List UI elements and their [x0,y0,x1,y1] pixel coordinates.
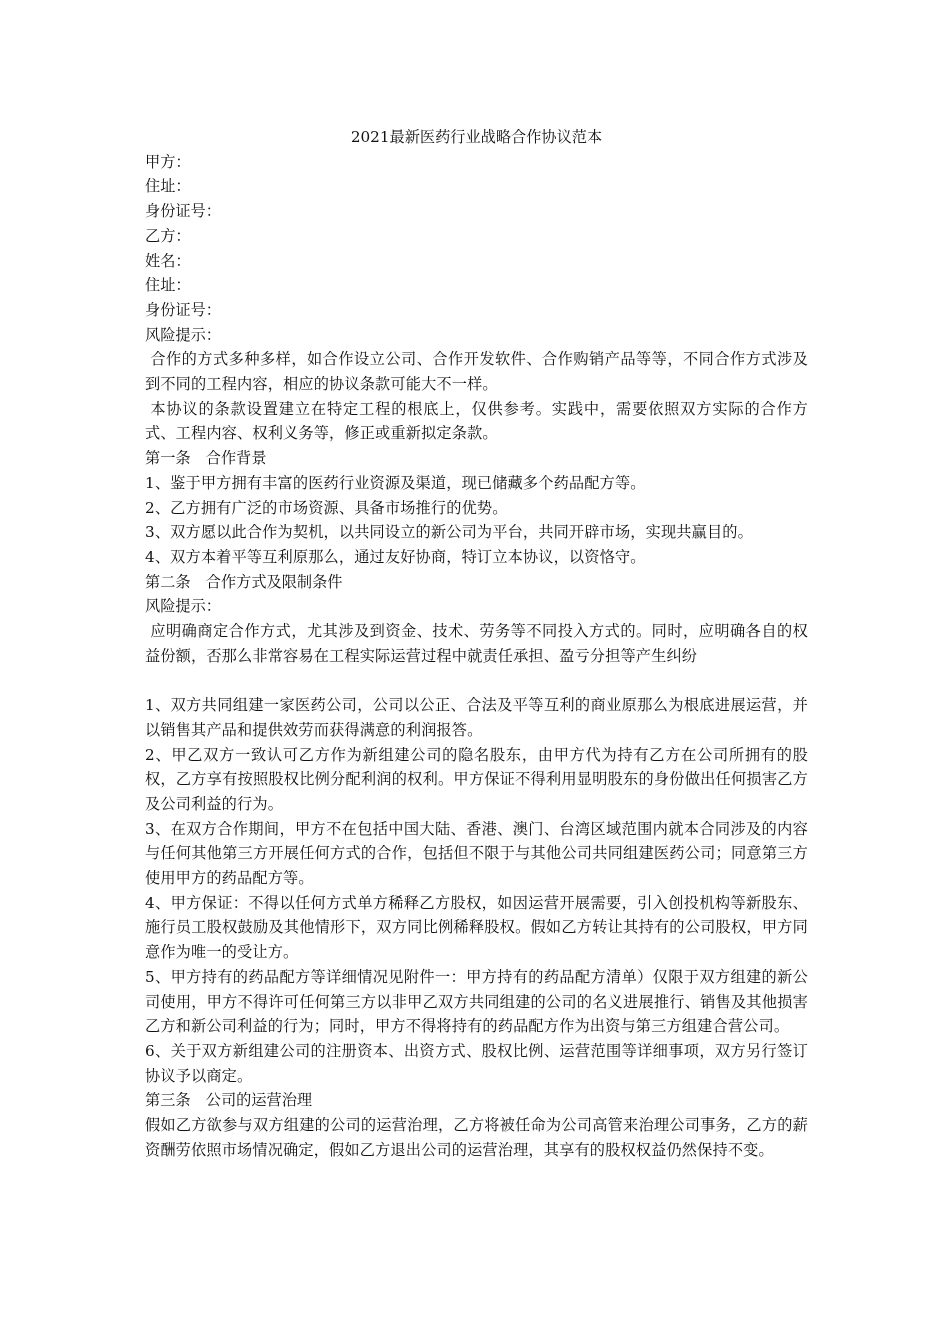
article-item: 1、双方共同组建一家医药公司，公司以公正、合法及平等互利的商业原那么为根底进展运营，并以销售其产品和提供效劳而获得满意的利润报答。 [145,696,808,739]
article-heading: 第二条 合作方式及限制条件 [145,572,343,591]
article-item: 1、鉴于甲方拥有丰富的医药行业资源及渠道，现已储藏多个药品配方等。 [145,473,646,492]
article-item: 3、双方愿以此合作为契机，以共同设立的新公司为平台，共同开辟市场，实现共赢目的。 [145,523,753,542]
party-b-label: 乙方： [145,226,191,245]
article-paragraph: 假如乙方欲参与双方组建的公司的运营治理，乙方将被任命为公司高管来治理公司事务，乙方的薪资酬劳依照市场情况确定，假如乙方退出公司的运营治理，其享有的股权权益仍然保持不变。 [145,1116,808,1159]
article-item: 6、关于双方新组建公司的注册资本、出资方式、股权比例、运营范围等详细事项，双方另行签订协议予以商定。 [145,1042,808,1085]
article-item: 3、在双方合作期间，甲方不在包括中国大陆、香港、澳门、台湾区域范围内就本合同涉及的内容与任何其他第三方开展任何方式的合作，包括但不限于与其他公司共同组建医药公司；同意第三方使用甲方的药品配方等。 [145,819,808,888]
paragraph-gap [145,668,808,693]
name-label: 姓名： [145,251,191,270]
party-a-label: 甲方： [145,152,191,171]
article-item: 2、甲乙双方一致认可乙方作为新组建公司的隐名股东，由甲方代为持有乙方在公司所拥有的股权，乙方享有按照股权比例分配利润的权利。甲方保证不得利用显明股东的身份做出任何损害乙方及公司利益的行为。 [145,745,808,813]
document-title: 2021最新医药行业战略合作协议范本 [350,128,603,146]
intro-paragraph: 合作的方式多种多样，如合作设立公司、合作开发软件、合作购销产品等等，不同合作方式涉及到不同的工程内容，相应的协议条款可能大不一样。 [145,350,808,394]
address-label: 住址： [145,177,191,196]
article-item: 4、双方本着平等互利原那么，通过友好协商，特订立本协议，以资恪守。 [145,547,646,566]
risk-notice-label: 风险提示： [145,325,221,344]
article-heading: 第三条 公司的运营治理 [145,1091,313,1110]
address-label-b: 住址： [145,276,191,295]
article-item: 4、甲方保证：不得以任何方式单方稀释乙方股权，如因运营开展需要，引入创投机构等新股东、施行员工股权鼓励及其他情形下，双方同比例稀释股权。假如乙方转让其持有的公司股权，甲方同意作为唯一的受让方。 [145,893,808,962]
risk-notice-text: 应明确商定合作方式，尤其涉及到资金、技术、劳务等不同投入方式的。同时，应明确各自的权益份额，否那么非常容易在工程实际运营过程中就责任承担、盈亏分担等产生纠纷 [145,622,808,665]
id-number-label-b: 身份证号： [145,300,221,319]
article-item: 2、乙方拥有广泛的市场资源、具备市场推行的优势。 [145,498,508,517]
id-number-label: 身份证号： [145,202,221,221]
article-item: 5、甲方持有的药品配方等详细情况见附件一：甲方持有的药品配方清单）仅限于双方组建的新公司使用，甲方不得许可任何第三方以非甲乙双方共同组建的公司的名义进展推行、销售及其他损害乙方和新公司利益的行为；同时，甲方不得将持有的药品配方作为出资与第三方组建合营公司。 [145,967,808,1036]
document-page [145,125,808,1163]
risk-notice-label: 风险提示： [145,597,221,616]
intro-paragraph: 本协议的条款设置建立在特定工程的根底上，仅供参考。实践中，需要依照双方实际的合作方式、工程内容、权利义务等，修正或重新拟定条款。 [145,399,808,443]
article-heading: 第一条 合作背景 [145,449,267,468]
